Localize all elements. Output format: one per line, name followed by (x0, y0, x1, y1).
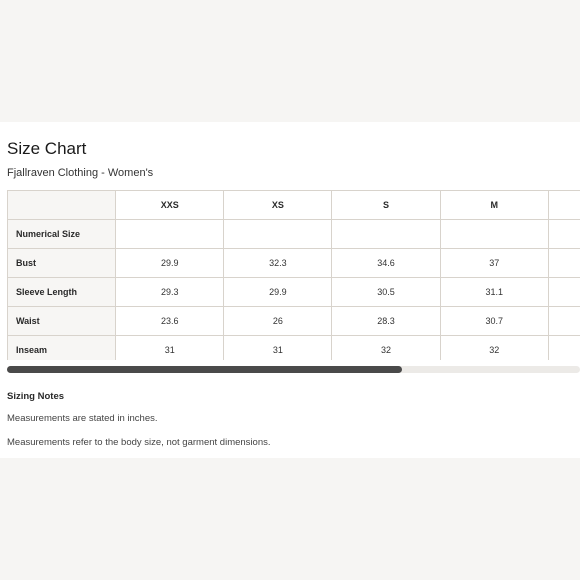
table-cell (116, 220, 224, 249)
row-label: Sleeve Length (8, 278, 116, 307)
column-header: XXS (116, 191, 224, 220)
table-cell: 30.5 (332, 278, 440, 307)
table-cell (548, 278, 580, 307)
column-header: XS (224, 191, 332, 220)
table-row (8, 307, 580, 336)
page-title: Size Chart (7, 139, 87, 158)
table-header-row (8, 191, 580, 220)
table-cell: 29.9 (116, 249, 224, 278)
table-row (8, 249, 580, 278)
table-cell: 32.3 (224, 249, 332, 278)
table-row (8, 336, 580, 361)
table-cell: 23.6 (116, 307, 224, 336)
table-row (8, 220, 580, 249)
column-header: M (440, 191, 548, 220)
row-label: Bust (8, 249, 116, 278)
sizing-note: Measurements refer to the body size, not garment dimensions. (7, 437, 271, 448)
table-cell (548, 220, 580, 249)
table-cell: 26 (224, 307, 332, 336)
table-cell (548, 249, 580, 278)
table-row (8, 278, 580, 307)
size-chart-panel (0, 122, 580, 458)
table-cell (440, 220, 548, 249)
table-cell (548, 336, 580, 361)
sizing-notes-heading: Sizing Notes (7, 391, 65, 402)
table-cell: 32 (332, 336, 440, 361)
size-table (7, 190, 580, 360)
table-cell: 30.7 (440, 307, 548, 336)
table-cell: 29.3 (116, 278, 224, 307)
table-cell: 34.6 (332, 249, 440, 278)
page-subtitle: Fjallraven Clothing - Women's (7, 167, 154, 179)
table-cell: 37 (440, 249, 548, 278)
table-cell (332, 220, 440, 249)
table-cell: 31 (224, 336, 332, 361)
table-cell: 31.1 (440, 278, 548, 307)
table-cell: 31 (116, 336, 224, 361)
horizontal-scrollbar[interactable] (7, 366, 580, 373)
row-label: Waist (8, 307, 116, 336)
table-cell: 29.9 (224, 278, 332, 307)
size-table-scroll-area[interactable] (7, 190, 580, 360)
row-label: Numerical Size (8, 220, 116, 249)
table-cell (224, 220, 332, 249)
column-header (548, 191, 580, 220)
scrollbar-thumb[interactable] (7, 366, 402, 373)
table-cell: 28.3 (332, 307, 440, 336)
sizing-note: Measurements are stated in inches. (7, 413, 158, 424)
column-header: S (332, 191, 440, 220)
table-corner-cell (8, 191, 116, 220)
table-cell: 32 (440, 336, 548, 361)
table-cell (548, 307, 580, 336)
row-label: Inseam (8, 336, 116, 361)
